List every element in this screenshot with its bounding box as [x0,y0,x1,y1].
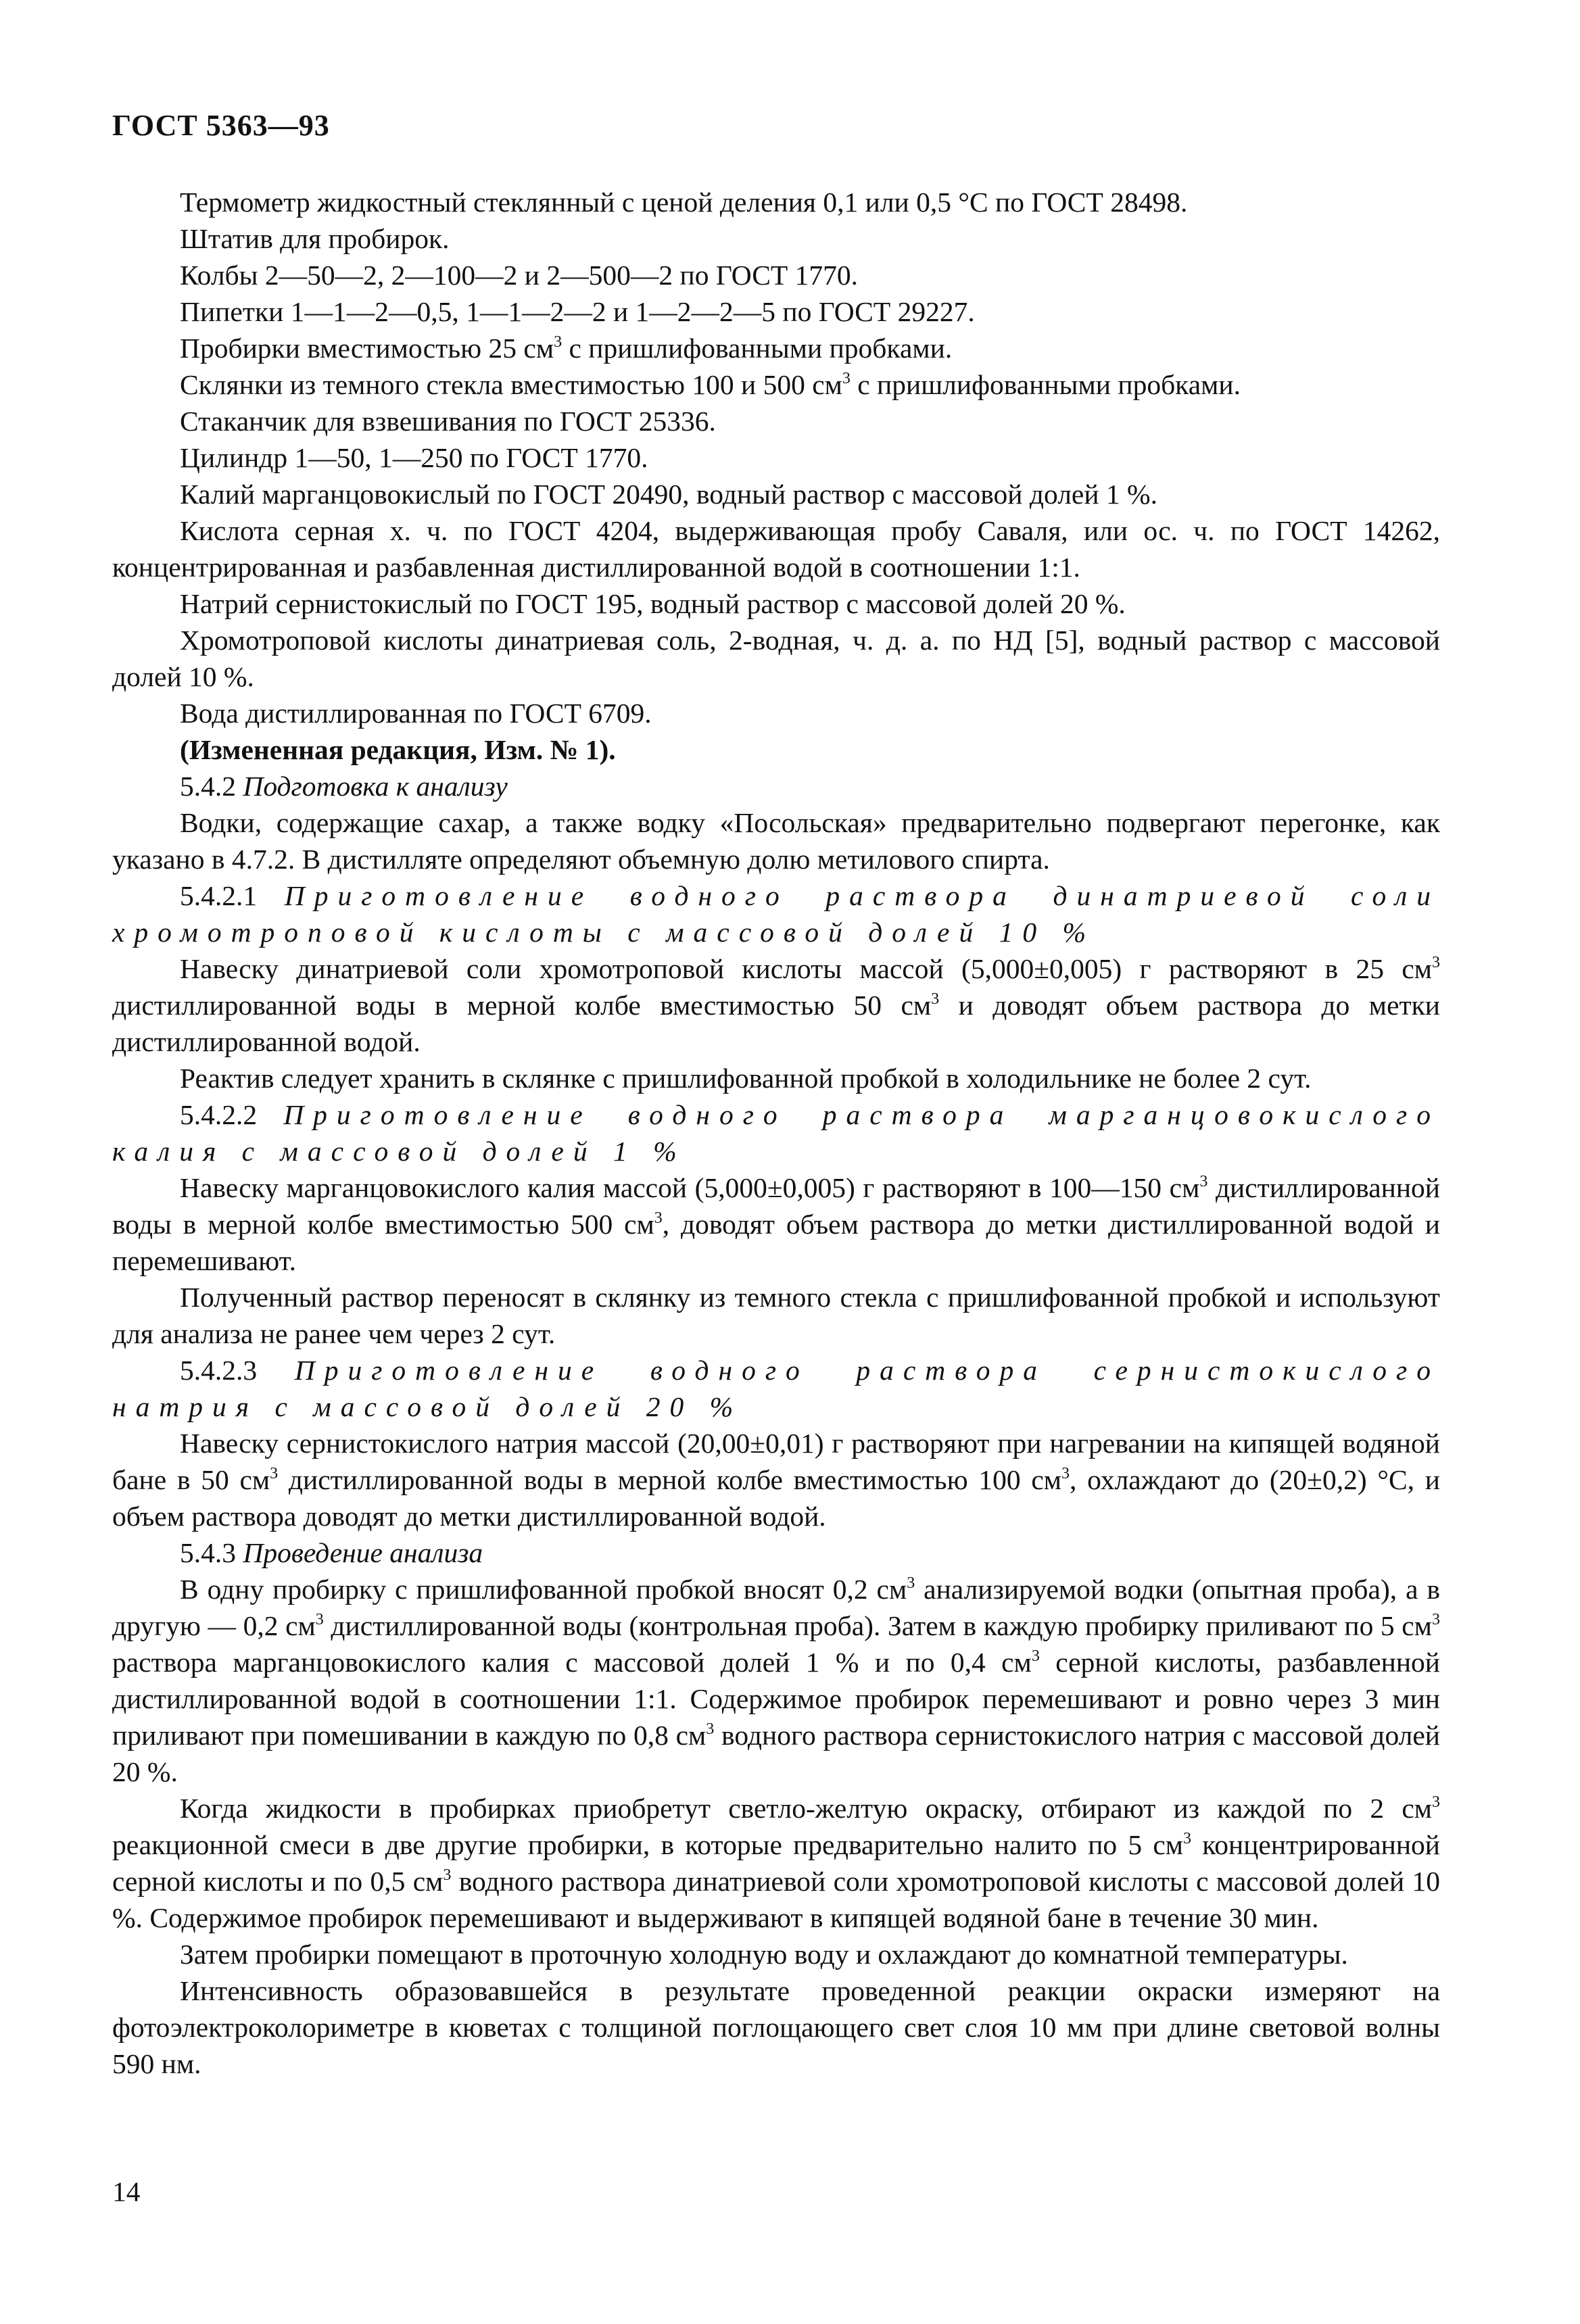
page-header: ГОСТ 5363—93 [112,109,330,142]
section-number: 5.4.2 [180,771,236,802]
section-title: Приготовление водного раствора марганцовокислого калия с массовой долей 1 % [112,1099,1440,1167]
paragraph: Водки, содержащие сахар, а также водку «Посольская» предварительно подвергают перегонке, как указано в 4.7.2. В дистилляте определяют объемную долю метилового спирта. [112,807,1440,875]
section-number: 5.4.2.3 [180,1355,258,1386]
document-body [112,184,1440,2082]
paragraph: Навеску марганцовокислого калия массой (5,000±0,005) г растворяют в 100—150 $см^3$ дистиллированной воды в мерной колбе вместимостью 500 $см^3$, доводят объем раствора до метки дистиллированной водой и перемешивают. [112,1172,1441,1276]
section-title: Приготовление водного раствора сернистокислого натрия с массовой долей 20 % [112,1355,1440,1422]
paragraph: Штатив для пробирок. [180,223,450,254]
section-number: 5.4.3 [180,1537,236,1568]
amendment-note: (Измененная редакция, Изм. № 1). [180,734,616,765]
section-title: Подготовка к анализу [243,771,508,802]
paragraph: Натрий сернистокислый по ГОСТ 195, водный раствор с массовой долей 20 %. [180,588,1126,619]
paragraph: Хромотроповой кислоты динатриевая соль, 2-водная, ч. д. а. по НД [5], водный раствор с массовой долей 10 %. [112,625,1440,692]
section-title: Приготовление водного раствора динатриевой соли хромотроповой кислоты с массовой долей 10 % [112,880,1441,948]
paragraph: Пробирки вместимостью 25 $см^3$ с пришлифованными пробками. [180,333,953,364]
section-title: Проведение анализа [243,1537,483,1568]
section-number: 5.4.2.2 [180,1099,258,1130]
section-heading [112,768,1440,804]
subsection-heading [112,1096,1440,1169]
paragraph: Колбы 2—50—2, 2—100—2 и 2—500—2 по ГОСТ 1770. [180,260,859,291]
paragraph: Когда жидкости в пробирках приобретут светло-желтую окраску, отбирают из каждой по 2 $см^3$ реакционной смеси в две другие пробирки, в которые предварительно налито по 5 $см^3$ концентрированной серной кислоты и по 0,5 $см^3$ водного раствора динатриевой соли хромотроповой кислоты с массовой долей 10 %. Содержимое пробирок перемешивают и выдерживают в кипящей водяной бане в течение 30 мин. [112,1793,1440,1933]
paragraph: Пипетки 1—1—2—0,5, 1—1—2—2 и 1—2—2—5 по ГОСТ 29227. [180,296,975,327]
paragraph: Навеску динатриевой соли хромотроповой кислоты массой (5,000±0,005) г растворяют в 25 $см^3$ дистиллированной воды в мерной колбе вместимостью 50 $см^3$ и доводят объем раствора до метки дистиллированной водой. [112,953,1440,1057]
subsection-heading [112,877,1440,950]
paragraph: Интенсивность образовавшейся в результате проведенной реакции окраски измеряют на фотоэлектроколориметре в кюветах с толщиной поглощающего свет слоя 10 мм при длине световой волны 590 нм. [112,1975,1440,2079]
paragraph: Затем пробирки помещают в проточную холодную воду и охлаждают до комнатной температуры. [180,1939,1348,1970]
paragraph: Вода дистиллированная по ГОСТ 6709. [180,698,652,729]
section-number: 5.4.2.1 [180,880,258,911]
page-number: 14 [112,2176,141,2207]
subsection-heading [112,1352,1440,1425]
paragraph: Реактив следует хранить в склянке с пришлифованной пробкой в холодильнике не более 2 сут. [180,1063,1312,1094]
paragraph: Кислота серная х. ч. по ГОСТ 4204, выдерживающая пробу Саваля, или ос. ч. по ГОСТ 14262, концентрированная и разбавленная дистиллированной водой в соотношении 1:1. [112,515,1440,583]
paragraph: Калий марганцовокислый по ГОСТ 20490, водный раствор с массовой долей 1 %. [180,479,1157,510]
paragraph: Термометр жидкостный стеклянный с ценой деления 0,1 или 0,5 °С по ГОСТ 28498. [180,187,1188,218]
section-heading [112,1534,1440,1571]
paragraph: Полученный раствор переносят в склянку из темного стекла с пришлифованной пробкой и используют для анализа не ранее чем через 2 сут. [112,1282,1440,1349]
paragraph: Склянки из темного стекла вместимостью 100 и 500 $см^3$ с пришлифованными пробками. [180,369,1241,400]
paragraph: Цилиндр 1—50, 1—250 по ГОСТ 1770. [180,442,648,473]
paragraph: Навеску сернистокислого натрия массой (20,00±0,01) г растворяют при нагревании на кипящей водяной бане в 50 $см^3$ дистиллированной воды в мерной колбе вместимостью 100 $см^3$, охлаждают до (20±0,2) °С, и объем раствора доводят до метки дистиллированной водой. [112,1428,1440,1532]
paragraph: В одну пробирку с пришлифованной пробкой вносят 0,2 $см^3$ анализируемой водки (опытная проба), а в другую — 0,2 $см^3$ дистиллированной воды (контрольная проба). Затем в каждую пробирку приливают по 5 $см^3$ раствора марганцовокислого калия с массовой долей 1 % и по 0,4 $см^3$ серной кислоты, разбавленной дистиллированной водой в соотношении 1:1. Содержимое пробирок перемешивают и ровно через 3 мин приливают при помешивании в каждую по 0,8 $см^3$ водного раствора сернистокислого натрия с массовой долей 20 %. [112,1574,1441,1787]
paragraph: Стаканчик для взвешивания по ГОСТ 25336. [180,406,716,437]
